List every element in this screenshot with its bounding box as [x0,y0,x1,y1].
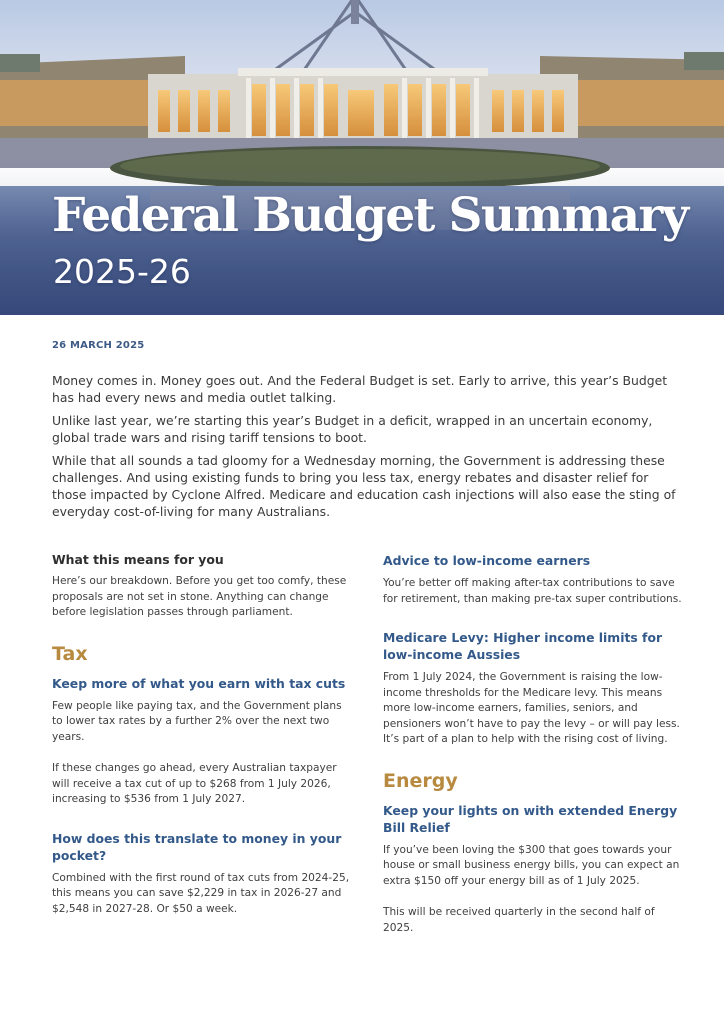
money-in-pocket-body: Combined with the first round of tax cuts from 2024-25, this means you can save $2,229 in tax in 2026-27 and $2,548 in 2027-28. Or $50 a week. [52,871,350,915]
energy-section-heading: Energy [383,769,458,792]
intro-paragraph: Money comes in. Money goes out. And the Federal Budget is set. Early to arrive, this year’s Budget has had every news and media outlet talking. [52,373,668,405]
what-this-means-heading: What this means for you [52,552,224,567]
intro-paragraph: While that all sounds a tad gloomy for a Wednesday morning, the Government is addressing these challenges. And using existing funds to bring you less tax, energy rebates and disaster relief for those impacted by Cyclone Alfred. Medicare and education cash injections will also ease the sting of everyday cost-of-living for many Australians. [52,453,676,519]
what-this-means-body: Here’s our breakdown. Before you get too comfy, these proposals are not set in stone. Anything can change before legislation passes through parliament. [52,575,347,618]
page-subtitle-year: 2025-26 [53,252,191,291]
intro-paragraph: Unlike last year, we’re starting this year’s Budget in a deficit, wrapped in an uncertain economy, global trade wars and rising tariff tensions to boot. [52,413,653,445]
hero-banner [0,0,724,315]
intro-section [52,372,682,526]
medicare-levy-body: From 1 July 2024, the Government is raising the low- income thresholds for the Medicare levy. This means more low-income earners, families, seniors, and pensioners won’t have to pay the levy – or will pay less. It’s part of a plan to help with the rising cost of living. [383,671,680,745]
low-income-advice-heading: Advice to low-income earners [383,553,591,568]
energy-bill-relief-body: This will be received quarterly in the second half of 2025. [383,906,655,934]
right-column [383,552,683,936]
left-column [52,552,352,917]
tax-section-heading: Tax [52,642,88,665]
medicare-levy-heading: Medicare Levy: Higher income limits for low-income Aussies [383,630,663,662]
energy-bill-relief-body: If you’ve been loving the $300 that goes towards your house or small business energy bills, you can expect an extra $150 off your energy bill as of 1 July 2025. [383,843,680,887]
money-in-pocket-heading: How does this translate to money in your pocket? [52,830,342,863]
low-income-advice-body: You’re better off making after-tax contributions to save for retirement, than making pre-tax super contributions. [383,577,682,605]
energy-bill-relief-heading: Keep your lights on with extended Energy Bill Relief [383,802,678,835]
page-title: Federal Budget Summary [52,188,688,243]
publication-date: 26 MARCH 2025 [52,340,145,351]
tax-cuts-body: If these changes go ahead, every Australian taxpayer will receive a tax cut of up to $268 from 1 July 2026, increasing to $536 from 1 July 2027. [52,762,337,805]
tax-cuts-body: Few people like paying tax, and the Government plans to lower tax rates by a further 2% over the next two years. [52,699,342,743]
tax-cuts-heading: Keep more of what you earn with tax cuts [52,675,346,691]
